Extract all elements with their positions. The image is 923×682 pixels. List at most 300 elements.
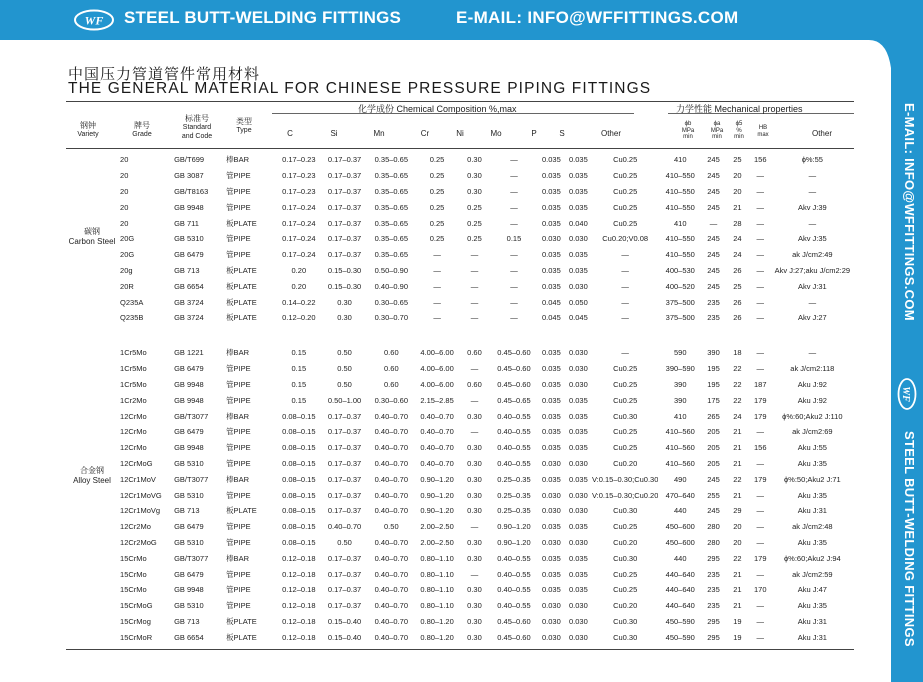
table-row (66, 519, 854, 535)
table-cell: 0.15 (291, 395, 307, 405)
table-cell: 20g (120, 265, 133, 275)
table-cell: — (756, 601, 765, 611)
table-cell: 0.040 (569, 218, 588, 228)
table-cell: 4.00–6.00 (420, 348, 454, 358)
table-cell: 0.50 (337, 537, 352, 547)
col-yield-unit: MPa (710, 127, 724, 134)
table-cell: 245 (707, 281, 720, 291)
table-cell: 12Cr2MoG (120, 537, 157, 547)
table-row (66, 310, 854, 326)
table-cell: 235 (707, 601, 720, 611)
table-row (66, 231, 854, 247)
table-cell: — (756, 171, 765, 181)
table-cell: 1Cr5Mo (120, 379, 147, 389)
table-cell: 20 (120, 171, 129, 181)
table-cell: 0.17–0.37 (327, 585, 362, 595)
table-cell: 0.12–0.18 (282, 616, 316, 626)
table-cell: 0.15–0.30 (327, 281, 362, 291)
table-cell: 管PIPE (226, 186, 251, 196)
table-row (66, 566, 854, 582)
table-cell: 棒BAR (226, 348, 249, 358)
table-cell: 0.30–0.60 (374, 395, 409, 405)
table-cell: 195 (707, 379, 720, 389)
table-cell: 板PLATE (226, 265, 257, 275)
table-cell: 0.035 (569, 202, 588, 212)
table-cell: 0.60 (467, 348, 482, 358)
col-variety-en: Variety (77, 131, 99, 138)
table-cell: 24 (733, 250, 742, 260)
table-cell: 0.50 (384, 522, 399, 532)
table-cell: 0.25 (429, 218, 445, 228)
table-cell: ak J/cm2:118 (790, 364, 835, 374)
table-cell: Q235A (120, 297, 144, 307)
table-cell: GB/T699 (174, 155, 205, 165)
table-cell: 0.030 (569, 458, 588, 468)
table-cell: 0.90–1.20 (420, 490, 454, 500)
table-cell: 板PLATE (226, 616, 257, 626)
table-cell: 0.17–0.24 (282, 250, 316, 260)
spacer-cell (66, 535, 120, 551)
corner-curve (869, 38, 923, 108)
table-cell: GB/T3077 (174, 553, 209, 563)
table-cell: Cu0.20 (613, 601, 638, 611)
table-cell: 0.08–0.15 (282, 522, 316, 532)
table-cell: — (709, 218, 718, 228)
table-row (66, 278, 854, 294)
table-cell: 0.17–0.24 (282, 234, 316, 244)
table-cell: 0.17–0.37 (327, 569, 362, 579)
table-cell: 22 (733, 379, 742, 389)
table-cell: 245 (707, 171, 720, 181)
table-cell: 0.035 (569, 585, 588, 595)
col-type-en: Type (236, 127, 252, 134)
table-cell: 0.40–0.70 (374, 490, 409, 500)
table-cell: 0.035 (541, 202, 561, 212)
table-cell: 20 (120, 186, 129, 196)
table-row (66, 168, 854, 184)
table-cell: 19 (733, 632, 742, 642)
table-cell: — (756, 632, 765, 642)
table-cell: 0.25–0.35 (497, 506, 531, 516)
table-cell: 2.00–2.50 (420, 522, 454, 532)
table-cell: 0.035 (569, 474, 588, 484)
table-cell: 0.08–0.15 (282, 474, 316, 484)
table-cell: 0.17–0.37 (327, 155, 362, 165)
table-cell: — (510, 202, 518, 212)
table-cell: 0.35–0.65 (374, 171, 409, 181)
group-alloy-en: Alloy Steel (73, 476, 111, 485)
table-cell: 0.17–0.24 (282, 218, 316, 228)
table-cell: GB 3724 (174, 297, 204, 307)
table-cell: 板PLATE (226, 297, 257, 307)
table-cell: 管PIPE (226, 490, 251, 500)
table-cell: Aku J:31 (797, 632, 827, 642)
table-cell: GB 6479 (174, 569, 204, 579)
table-cell: 28 (733, 218, 742, 228)
side-logo-icon (896, 377, 918, 411)
col-variety-cn: 钢钟 (80, 121, 96, 130)
table-cell: 0.30 (467, 171, 482, 181)
table-cell: 0.45–0.60 (497, 364, 531, 374)
side-email[interactable]: E-MAIL: INFO@WFFITTINGS.COM (902, 103, 917, 321)
table-cell: 0.030 (569, 601, 588, 611)
table-cell: 22 (733, 395, 742, 405)
table-cell: 0.20 (291, 281, 307, 291)
table-cell: 0.15–0.40 (327, 616, 362, 626)
table-cell: 管PIPE (226, 234, 251, 244)
table-cell: 0.40–0.55 (497, 585, 531, 595)
table-row (66, 199, 854, 215)
table-cell: 0.035 (569, 186, 588, 196)
table-cell: 管PIPE (226, 458, 251, 468)
table-cell: 0.80–1.20 (420, 616, 454, 626)
table-cell: 295 (707, 632, 720, 642)
table-cell: 管PIPE (226, 585, 251, 595)
table-cell: 1Cr5Mo (120, 348, 147, 358)
table-cell: Cu0.30 (613, 553, 638, 563)
table-cell: 0.25–0.35 (497, 490, 531, 500)
table-cell: Aku J:55 (797, 443, 827, 453)
table-cell: 390 (707, 348, 720, 358)
table-cell: 20 (120, 202, 129, 212)
table-cell: GB/T3077 (174, 474, 209, 484)
table-row (66, 263, 854, 279)
table-cell: 0.80–1.10 (420, 601, 454, 611)
table-cell: 0.035 (569, 265, 588, 275)
table-cell: 0.045 (541, 313, 561, 323)
table-cell: 0.30 (467, 411, 482, 421)
table-cell: 0.45–0.60 (497, 632, 531, 642)
table-cell: 0.40–0.70 (374, 569, 409, 579)
table-cell: — (756, 348, 765, 358)
table-cell: GB 9948 (174, 585, 204, 595)
table-cell: 175 (707, 395, 720, 405)
table-cell: 0.030 (541, 490, 561, 500)
table-cell: Cu0.25 (613, 379, 638, 389)
table-cell: — (756, 616, 765, 626)
table-cell: Cu0.25 (613, 427, 638, 437)
table-cell: 0.17–0.37 (327, 218, 362, 228)
table-cell: — (756, 427, 765, 437)
table-cell: — (756, 458, 765, 468)
table-cell: — (808, 171, 817, 181)
table-cell: 26 (733, 265, 742, 275)
spacer-cell (66, 487, 120, 503)
table-cell: 440 (674, 506, 687, 516)
table-cell: 265 (707, 411, 720, 421)
table-cell: 21 (733, 202, 742, 212)
spacer-cell (66, 215, 120, 231)
table-cell: 280 (707, 522, 720, 532)
col-standard-en2: and Code (181, 133, 213, 140)
spacer-cell (66, 566, 120, 582)
table-cell: 2.00–2.50 (420, 537, 454, 547)
table-cell: 0.45–0.60 (497, 348, 531, 358)
spacer-cell (66, 377, 120, 393)
table-cell: 0.30 (467, 553, 482, 563)
table-cell: Aku J:92 (797, 395, 827, 405)
table-cell: Aku J:35 (797, 601, 827, 611)
table-cell: 棒BAR (226, 474, 249, 484)
table-cell: 0.035 (541, 186, 561, 196)
table-cell: 0.40–0.55 (497, 569, 531, 579)
table-cell: Aku J:35 (797, 458, 827, 468)
table-cell: — (808, 348, 817, 358)
col-hb (752, 125, 774, 138)
table-cell: — (756, 537, 765, 547)
table-cell: — (470, 364, 479, 374)
table-cell: 410 (674, 155, 687, 165)
table-cell: Cu0.25 (613, 443, 638, 453)
table-cell: 15CrMo (120, 553, 147, 563)
table-cell: 590 (674, 348, 687, 358)
table-cell: 0.12–0.20 (282, 313, 316, 323)
spacer-cell (66, 503, 120, 519)
table-row (66, 503, 854, 519)
table-cell: — (808, 186, 817, 196)
table-cell: — (470, 569, 479, 579)
table-cell: 棒BAR (226, 155, 249, 165)
table-cell: 0.17–0.37 (327, 553, 362, 563)
table-cell: 0.035 (541, 411, 561, 421)
table-cell: — (510, 313, 518, 323)
table-cell: GB 6479 (174, 427, 204, 437)
table-cell: 0.90–1.20 (497, 537, 531, 547)
table-cell: 0.30 (467, 537, 482, 547)
table-cell: 255 (707, 490, 720, 500)
table-cell: 0.40–0.70 (374, 474, 409, 484)
table-cell: 410–550 (665, 234, 695, 244)
table-cell: 29 (733, 506, 742, 516)
table-cell: — (470, 265, 479, 275)
table-cell: 0.035 (541, 553, 561, 563)
table-cell: 板PLATE (226, 218, 257, 228)
table-cell: 490 (674, 474, 687, 484)
table-cell: 0.14–0.22 (282, 297, 316, 307)
table-cell: Aku J:35 (797, 537, 827, 547)
table-cell: 0.12–0.18 (282, 601, 316, 611)
table-cell: ak J/cm2:59 (792, 569, 833, 579)
group-carbon-en: Carbon Steel (68, 237, 116, 246)
table-cell: 20R (120, 281, 134, 291)
table-cell: 1Cr2Mo (120, 395, 147, 405)
table-cell: — (756, 364, 765, 374)
table-cell: 0.30 (467, 443, 482, 453)
alloy-steel-table (66, 345, 854, 645)
table-cell: GB 5310 (174, 537, 204, 547)
table-cell: 0.17–0.37 (327, 601, 362, 611)
table-cell: 400–520 (665, 281, 695, 291)
table-cell: 0.12–0.18 (282, 553, 316, 563)
table-cell: 205 (707, 443, 720, 453)
col-elong-unit: % (736, 127, 742, 134)
logo-text: WF (84, 13, 104, 28)
table-cell: — (621, 297, 629, 307)
table-cell: 20G (120, 250, 135, 260)
table-cell: GB 713 (174, 265, 200, 275)
table-cell: 0.035 (541, 474, 561, 484)
table-cell: 0.035 (541, 569, 561, 579)
table-cell: 0.12–0.18 (282, 569, 316, 579)
table-cell: 板PLATE (226, 506, 257, 516)
table-cell: 0.80–1.10 (420, 553, 454, 563)
table-cell: GB 6654 (174, 281, 204, 291)
table-cell: 0.30 (337, 313, 352, 323)
table-cell: 0.12–0.18 (282, 632, 316, 642)
table-cell: Cu0.20 (613, 537, 638, 547)
table-cell: 0.50 (337, 364, 352, 374)
table-cell: 235 (707, 569, 720, 579)
table-cell: 12Cr1MoV (120, 474, 156, 484)
table-row (66, 392, 854, 408)
spacer-cell (66, 519, 120, 535)
col-type-cn: 类型 (236, 117, 252, 126)
table-cell: — (756, 265, 765, 275)
table-cell: 375–500 (665, 313, 695, 323)
col-hb-label: HB (758, 125, 768, 131)
table-cell: 0.035 (541, 281, 561, 291)
table-cell: 450–590 (665, 632, 695, 642)
table-cell: 0.035 (569, 553, 588, 563)
table-cell: 0.25 (429, 202, 445, 212)
table-cell: — (510, 265, 518, 275)
table-cell: Akv J:27 (797, 313, 827, 323)
table-cell: 棒BAR (226, 553, 249, 563)
table-cell: 0.035 (569, 171, 588, 181)
table-cell: 管PIPE (226, 522, 251, 532)
table-cell: — (510, 281, 518, 291)
spacer-cell (66, 278, 120, 294)
table-cell: Cu0.25 (613, 171, 638, 181)
table-cell: 2.15–2.85 (420, 395, 454, 405)
spacer-cell (66, 168, 120, 184)
col-variety (66, 121, 110, 139)
table-cell: Cu0.25 (613, 202, 638, 212)
table-cell: 440–640 (665, 569, 695, 579)
table-cell: 0.20 (291, 265, 307, 275)
spacer-cell (66, 199, 120, 215)
table-cell: 25 (733, 155, 742, 165)
table-cell: 0.035 (541, 218, 561, 228)
table-cell: 0.035 (541, 427, 561, 437)
table-cell: 0.15 (291, 364, 307, 374)
table-cell: 0.030 (541, 537, 561, 547)
table-cell: — (756, 506, 765, 516)
table-cell: ak J/cm2:69 (792, 427, 833, 437)
col-hb-max: max (757, 131, 769, 138)
table-cell: 195 (707, 364, 720, 374)
table-cell: 0.17–0.37 (327, 202, 362, 212)
table-cell: 410 (674, 411, 687, 421)
spacer-cell (66, 408, 120, 424)
banner-email[interactable]: E-MAIL: INFO@WFFITTINGS.COM (456, 8, 739, 27)
table-cell: 0.17–0.23 (282, 186, 316, 196)
table-cell: 管PIPE (226, 427, 251, 437)
table-cell: GB 6479 (174, 364, 204, 374)
table-cell: 0.60 (467, 379, 482, 389)
table-cell: 0.08–0.15 (282, 411, 316, 421)
table-row (66, 582, 854, 598)
table-cell: 0.15 (291, 348, 307, 358)
table-cell: 179 (754, 411, 767, 421)
table-cell: GB 713 (174, 616, 200, 626)
carbon-steel-table (66, 152, 854, 326)
table-cell: 20 (733, 522, 742, 532)
table-cell: 0.030 (541, 616, 561, 626)
table-cell: 0.08–0.15 (282, 506, 316, 516)
table-cell: 板PLATE (226, 632, 257, 642)
table-cell: V:0.15–0.30;Cu0.30 (591, 474, 659, 484)
col-elong-sym: ϕ5 (735, 121, 743, 127)
table-cell: 245 (707, 265, 720, 275)
table-cell: 0.030 (569, 379, 588, 389)
table-row (66, 424, 854, 440)
spacer-cell (66, 629, 120, 645)
table-cell: 0.035 (541, 522, 561, 532)
spacer-cell (66, 361, 120, 377)
table-cell: 0.17–0.37 (327, 474, 362, 484)
table-cell: 400–530 (665, 265, 695, 275)
table-cell: 0.40–0.55 (497, 411, 531, 421)
table-row (66, 152, 854, 168)
table-cell: 440–640 (665, 601, 695, 611)
table-cell: 15CrMo (120, 569, 147, 579)
table-cell: 21 (733, 585, 742, 595)
table-cell: — (433, 250, 441, 260)
table-cell: 0.15–0.30 (327, 265, 362, 275)
col-standard-cn: 标准号 (185, 114, 209, 123)
table-cell: 0.25 (467, 218, 482, 228)
table-cell: GB 9948 (174, 379, 204, 389)
table-cell: — (510, 297, 518, 307)
col-ni: Ni (456, 129, 464, 138)
table-cell: ak J/cm2:48 (792, 522, 833, 532)
table-cell: 25 (733, 281, 742, 291)
table-cell: 15CrMoR (120, 632, 153, 642)
table-cell: 0.035 (541, 395, 561, 405)
table-cell: 0.40–0.70 (374, 411, 409, 421)
col-standard-en1: Standard (182, 124, 212, 131)
table-row (66, 471, 854, 487)
table-cell: 0.45–0.65 (497, 395, 531, 405)
table-cell: 205 (707, 427, 720, 437)
table-cell: 管PIPE (226, 443, 251, 453)
col-mo: Mo (490, 129, 502, 138)
table-cell: GB 5310 (174, 601, 204, 611)
table-cell: Cu0.25 (613, 522, 638, 532)
table-cell: 0.40–0.70 (374, 537, 409, 547)
table-cell: 0.030 (541, 632, 561, 642)
spacer-cell (66, 247, 120, 263)
table-cell: Q235B (120, 313, 144, 323)
table-cell: 管PIPE (226, 601, 251, 611)
table-cell: ak J/cm2:49 (792, 250, 833, 260)
table-cell: 0.35–0.65 (374, 155, 409, 165)
table-cell: 0.40–0.55 (497, 427, 531, 437)
table-cell: 管PIPE (226, 569, 251, 579)
table-cell: 245 (707, 234, 720, 244)
table-cell: 245 (707, 186, 720, 196)
table-cell: 410–550 (665, 171, 695, 181)
table-cell: 0.35–0.65 (374, 186, 409, 196)
table-cell: 245 (707, 155, 720, 165)
table-cell: Akv J:39 (797, 202, 827, 212)
table-cell: 22 (733, 553, 742, 563)
table-cell: 管PIPE (226, 395, 251, 405)
table-cell: Cu0.20;V0.08 (602, 234, 649, 244)
table-cell: 235 (707, 297, 720, 307)
spacer-cell (66, 184, 120, 200)
